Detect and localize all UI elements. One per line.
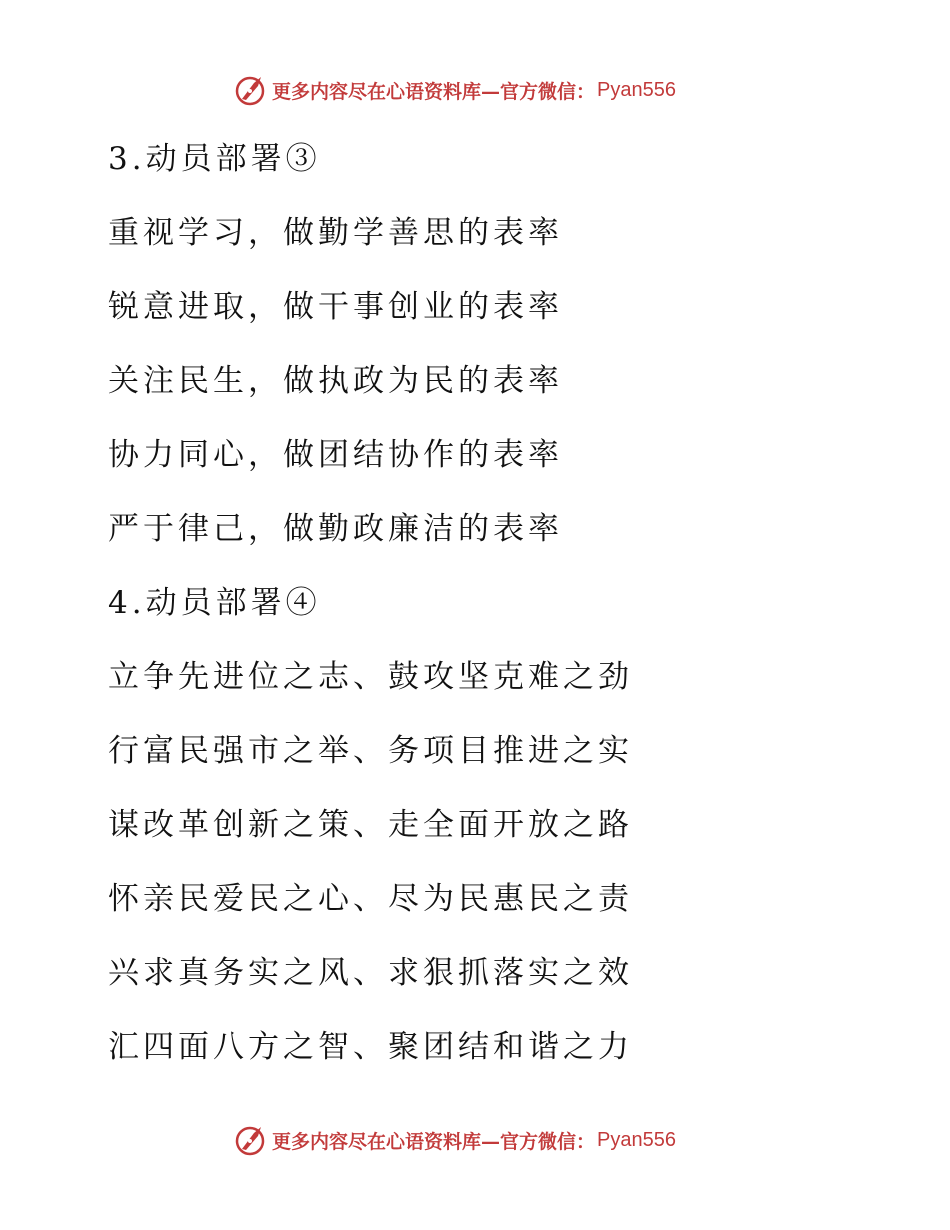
section-heading: 4.动员部署④ (108, 585, 321, 621)
text-line: 立争先进位之志、鼓攻坚克难之劲 (108, 659, 633, 695)
banner-wechat-id: Pyan556 (597, 78, 676, 101)
text-line: 协力同心，做团结协作的表率 (108, 437, 563, 473)
pen-nib-circle-icon (234, 1123, 268, 1157)
text-line: 谋改革创新之策、走全面开放之路 (108, 807, 633, 843)
banner-wechat-id: Pyan556 (597, 1128, 676, 1151)
document-body (108, 122, 868, 1084)
text-line: 重视学习，做勤学善思的表率 (108, 215, 563, 251)
section-heading: 3.动员部署③ (108, 141, 321, 177)
text-line: 怀亲民爱民之心、尽为民惠民之责 (108, 881, 633, 917)
text-line: 关注民生，做执政为民的表率 (108, 363, 563, 399)
footer-banner (234, 1122, 676, 1158)
text-line: 兴求真务实之风、求狠抓落实之效 (108, 955, 633, 991)
text-line: 行富民强市之举、务项目推进之实 (108, 733, 633, 769)
pen-nib-circle-icon (234, 73, 268, 107)
text-line: 汇四面八方之智、聚团结和谐之力 (108, 1029, 633, 1065)
text-line: 严于律己，做勤政廉洁的表率 (108, 511, 563, 547)
header-banner (234, 72, 676, 108)
banner-text: 更多内容尽在心语资料库—官方微信： (272, 80, 596, 103)
banner-text: 更多内容尽在心语资料库—官方微信： (272, 1130, 596, 1153)
text-line: 锐意进取，做干事创业的表率 (108, 289, 563, 325)
